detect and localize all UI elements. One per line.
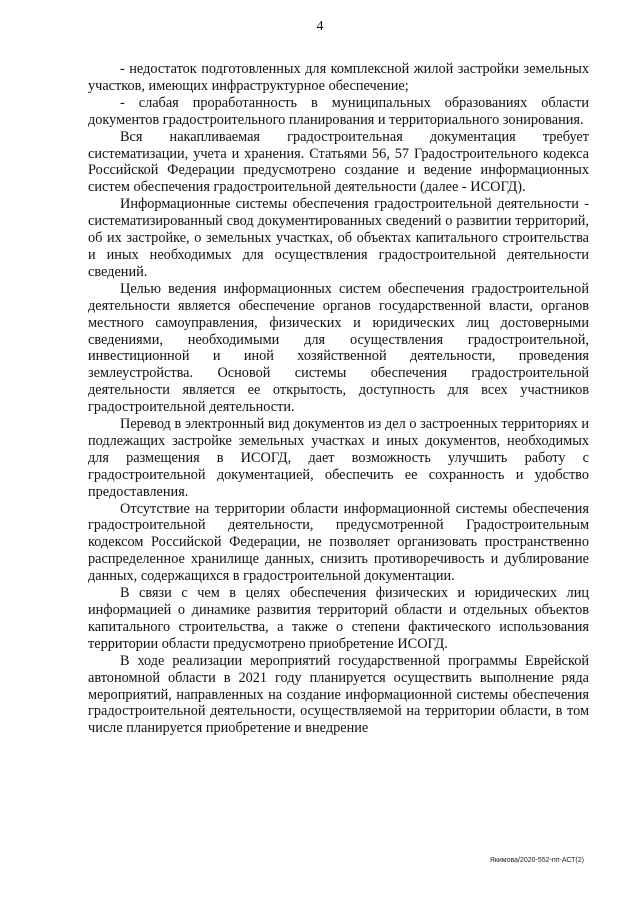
paragraph-5: Целью ведения информационных систем обеспечения градостроительной деятельности является обеспечение органов государственной власти, органов местного самоуправления, физических и юридических лиц достоверными сведениями, необходимыми для осуществления градостроительной, инвестиционной и иной хозяйственной деятельности, проведения землеустройства. Основой системы обеспечения градостроительной деятельности является ее открытость, доступность для всех участников градостроительной деятельности. [88, 280, 589, 416]
page-number: 4 [316, 19, 324, 34]
paragraph-6: Перевод в электронный вид документов из дел о застроенных территориях и подлежащих застройке земельных участках и иных документов, необходимых для размещения в ИСОГД, дает возможность улучшить работу с градостроительной документацией, обеспечить ее сохранность и удобство предоставления. [88, 416, 589, 500]
paragraph-1: - недостаток подготовленных для комплексной жилой застройки земельных участков, имеющих инфраструктурное обеспечение; [88, 61, 589, 94]
body-text [88, 61, 589, 737]
paragraph-2: - слабая проработанность в муниципальных образованиях области документов градостроительного планирования и территориального зонирования. [88, 94, 589, 128]
paragraph-4: Информационные системы обеспечения градостроительной деятельности - систематизированный свод документированных сведений о развитии территорий, об их застройке, о земельных участках, об объектах капитального строительства и иных необходимых для осуществления градостроительной деятельности сведений. [88, 196, 589, 280]
paragraph-8: В связи с чем в целях обеспечения физических и юридических лиц информацией о динамике развития территорий области и отдельных объектов капитального строительства, а также о степени фактического использования территории области предусмотрено приобретение ИСОГД. [88, 585, 589, 652]
paragraph-9: В ходе реализации мероприятий государственной программы Еврейской автономной области в 2021 году планируется осуществить выполнение ряда мероприятий, направленных на создание информационной системы обеспечения градостроительной деятельности, осуществляемой на территории области, в том числе планируется приобретение и внедрение [88, 652, 589, 737]
paragraph-7: Отсутствие на территории области информационной системы обеспечения градостроительной деятельности, предусмотренной Градостроительным кодексом Российской Федерации, не позволяет организовать пространственно распределенное хранилище данных, снизить противоречивость и дублирование данных, содержащихся в градостроительной документации. [88, 500, 589, 585]
footer-document-code: Якимова/2020-552-пп-АСТ(2) [489, 857, 584, 864]
paragraph-3: Вся накапливаемая градостроительная документация требует систематизации, учета и хранения. Статьями 56, 57 Градостроительного кодекса Российской Федерации предусмотрено создание и ведение информационных систем обеспечения градостроительной деятельности (далее - ИСОГД). [88, 128, 589, 196]
